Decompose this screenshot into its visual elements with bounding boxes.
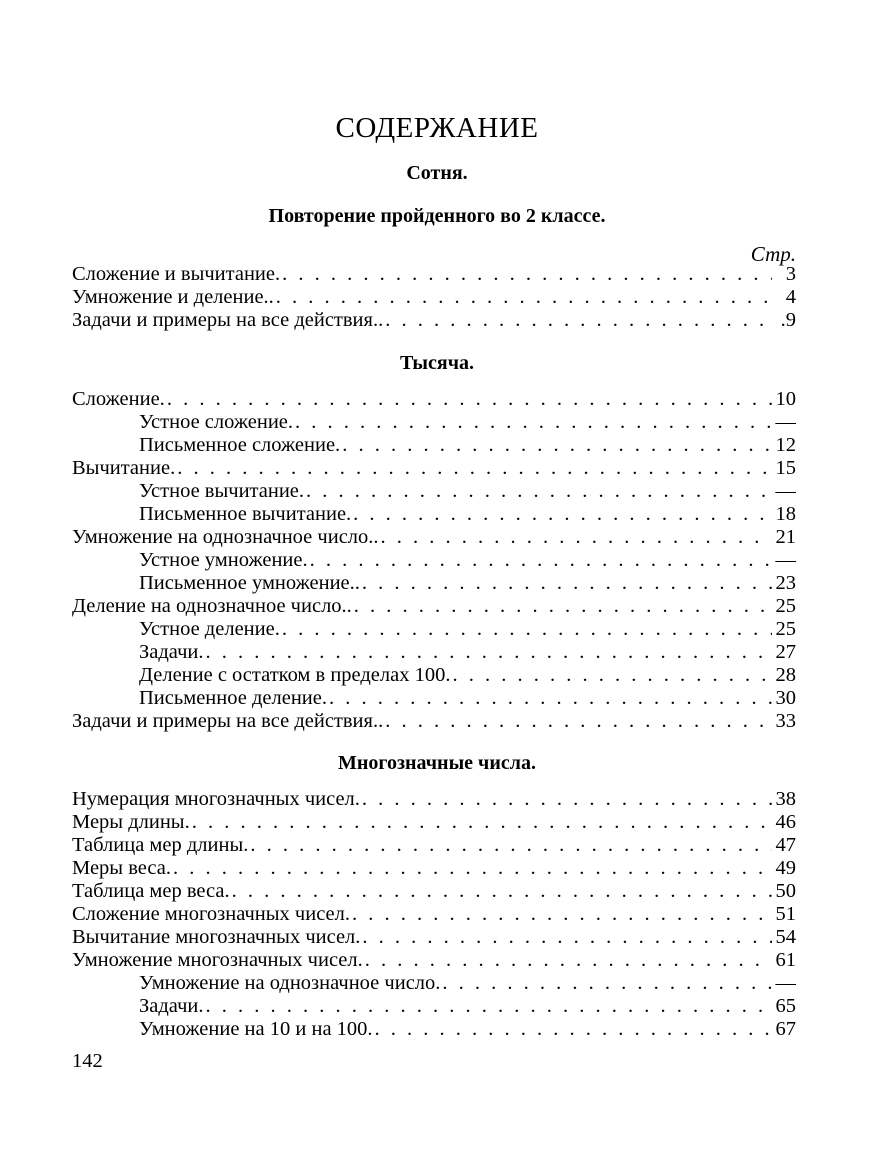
toc-entry-page: 46: [775, 811, 796, 833]
dot-leader: [442, 972, 771, 995]
toc-entry-page: 15: [775, 457, 796, 479]
toc-entry-label: Задачи и примеры на все действия..: [72, 309, 384, 331]
toc-entry: [72, 995, 796, 1018]
toc-entry-page: 50: [775, 880, 796, 902]
toc-entry: [72, 687, 796, 710]
toc-entry: [72, 664, 796, 687]
toc-entry: [72, 263, 796, 286]
toc-entry-page: —: [775, 972, 796, 994]
dot-leader: [306, 480, 771, 503]
dot-leader: [276, 286, 772, 309]
toc-entry-page: 30: [775, 687, 796, 709]
dot-leader: [205, 641, 771, 664]
toc-entry-page: —: [775, 549, 796, 571]
toc-entry-label: Устное вычитание.: [139, 480, 305, 502]
dot-leader: [192, 811, 772, 834]
toc-entry-page: 47: [775, 834, 796, 856]
toc-entry: [72, 434, 796, 457]
toc-entry: [72, 834, 796, 857]
toc-entry-label: Вычитание многозначных чисел.: [72, 926, 361, 948]
toc-entry-page: 12: [775, 434, 796, 456]
dot-leader: [365, 949, 772, 972]
toc-entry-page: 67: [775, 1018, 796, 1040]
toc-entry-page: —: [775, 480, 796, 502]
toc-list-thousand: [72, 388, 796, 733]
toc-entry: [72, 411, 796, 434]
toc-list-multidigit: [72, 788, 796, 1041]
dot-leader: [295, 411, 771, 434]
toc-entry-page: 21: [775, 526, 796, 548]
dot-leader: [282, 618, 772, 641]
dot-leader: [352, 903, 771, 926]
section-subheading-review: Повторение пройденного во 2 классе.: [268, 205, 606, 227]
toc-entry: [72, 480, 796, 503]
dot-leader: [452, 664, 771, 687]
toc-entry-label: Сложение и вычитание.: [72, 263, 281, 285]
dot-leader: [375, 1018, 772, 1041]
toc-entry-page: 61: [775, 949, 796, 971]
toc-entry-label: Умножение на 10 и на 100.: [139, 1018, 373, 1040]
dot-leader: [362, 572, 772, 595]
toc-entry-label: Умножение на однозначное число..: [72, 526, 379, 548]
dot-leader: [282, 263, 772, 286]
dot-leader: [205, 995, 771, 1018]
toc-entry-label: Таблица мер веса.: [72, 880, 230, 902]
toc-entry-label: Вычитание.: [72, 457, 176, 479]
dot-leader: [167, 388, 772, 411]
dot-leader: [342, 434, 771, 457]
toc-entry-label: Меры длины.: [72, 811, 190, 833]
toc-entry-page: 54: [775, 926, 796, 948]
toc-entry: [72, 388, 796, 411]
toc-entry-label: Задачи.: [139, 641, 204, 663]
toc-entry: [72, 926, 796, 949]
toc-entry-label: Письменное вычитание.: [139, 503, 352, 525]
dot-leader: [250, 834, 771, 857]
dot-leader: [362, 788, 772, 811]
toc-entry: [72, 595, 796, 618]
toc-entry-page: —: [775, 411, 796, 433]
dot-leader: [385, 309, 772, 332]
toc-entry-page: 10: [775, 388, 796, 410]
toc-entry: [72, 710, 796, 733]
toc-entry: [72, 503, 796, 526]
toc-entry: [72, 618, 796, 641]
toc-entry: [72, 286, 796, 309]
toc-entry-page: 25: [775, 595, 796, 617]
toc-entry-page: 28: [775, 664, 796, 686]
dot-leader: [329, 687, 772, 710]
dot-leader: [381, 526, 772, 549]
toc-entry-label: Умножение многозначных чисел.: [72, 949, 363, 971]
toc-entry-label: Сложение многозначных чисел.: [72, 903, 351, 925]
toc-entry-page: .9: [780, 309, 796, 331]
page-title: СОДЕРЖАНИЕ: [335, 112, 539, 144]
toc-entry-page: 23: [775, 572, 796, 594]
toc-entry-label: Устное умножение.: [139, 549, 308, 571]
dot-leader: [354, 595, 772, 618]
toc-entry-page: 65: [775, 995, 796, 1017]
toc-entry: [72, 457, 796, 480]
toc-entry-page: 49: [775, 857, 796, 879]
toc-entry-label: Письменное сложение.: [139, 434, 341, 456]
toc-entry: [72, 903, 796, 926]
toc-entry-label: Таблица мер длины.: [72, 834, 249, 856]
page-number: 142: [72, 1050, 103, 1072]
toc-entry-label: Задачи и примеры на все действия..: [72, 710, 384, 732]
toc-entry-page: 18: [775, 503, 796, 525]
dot-leader: [385, 710, 771, 733]
toc-entry: [72, 526, 796, 549]
toc-entry-label: Устное сложение.: [139, 411, 294, 433]
toc-entry-page: 3: [785, 263, 796, 285]
page-column-header: Стр.: [750, 242, 796, 266]
section-heading-hundred: Сотня.: [406, 162, 468, 184]
toc-entry: [72, 972, 796, 995]
dot-leader: [362, 926, 771, 949]
toc-entry: [72, 572, 796, 595]
toc-entry-label: Деление с остатком в пределах 100.: [139, 664, 451, 686]
toc-entry-label: Задачи.: [139, 995, 204, 1017]
toc-entry: [72, 641, 796, 664]
toc-entry-label: Нумерация многозначных чисел.: [72, 788, 360, 810]
dot-leader: [232, 880, 772, 903]
toc-entry-label: Письменное деление.: [139, 687, 327, 709]
toc-entry: [72, 880, 796, 903]
toc-entry: [72, 549, 796, 572]
toc-entry: [72, 857, 796, 880]
toc-entry-label: Умножение на однозначное число.: [139, 972, 441, 994]
toc-entry-label: Деление на однозначное число..: [72, 595, 352, 617]
toc-list-hundred: [72, 263, 796, 332]
dot-leader: [310, 549, 772, 572]
toc-entry-label: Меры веса.: [72, 857, 171, 879]
dot-leader: [353, 503, 771, 526]
toc-entry: [72, 1018, 796, 1041]
toc-entry-label: Письменное умножение..: [139, 572, 360, 594]
dot-leader: [177, 457, 771, 480]
toc-entry: [72, 811, 796, 834]
section-heading-thousand: Тысяча.: [400, 352, 474, 374]
toc-entry-page: 33: [775, 710, 796, 732]
toc-entry-page: 4: [785, 286, 796, 308]
toc-entry-label: Умножение и деление..: [72, 286, 274, 308]
toc-entry: [72, 309, 796, 332]
toc-entry-label: Устное деление.: [139, 618, 280, 640]
toc-entry: [72, 788, 796, 811]
dot-leader: [173, 857, 772, 880]
toc-entry-label: Сложение.: [72, 388, 165, 410]
section-heading-multidigit: Многозначные числа.: [338, 752, 536, 774]
toc-entry-page: 38: [775, 788, 796, 810]
toc-entry: [72, 949, 796, 972]
toc-entry-page: 27: [775, 641, 796, 663]
toc-entry-page: 51: [775, 903, 796, 925]
toc-entry-page: 25: [775, 618, 796, 640]
